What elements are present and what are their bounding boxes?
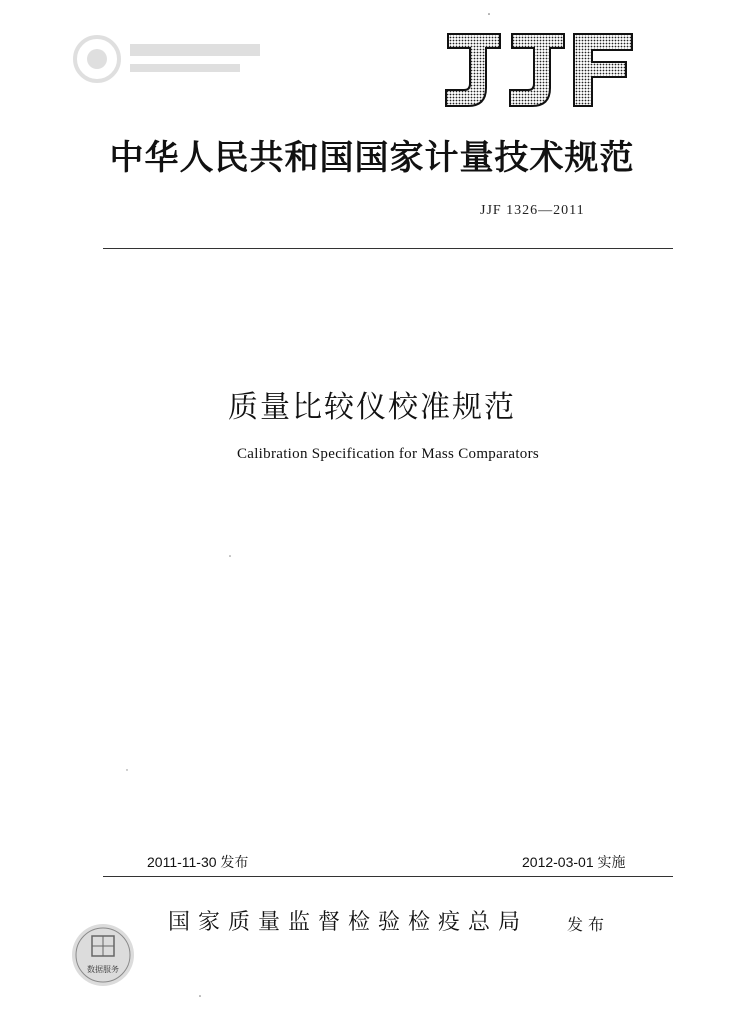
publisher-name: 国家质量监督检验检疫总局 (168, 910, 529, 935)
svg-text:数据服务: 数据服务 (87, 965, 119, 974)
data-service-stamp-icon (70, 922, 136, 988)
jjf-logo-icon (440, 30, 636, 110)
document-title-zh: 质量比较仪校准规范 (228, 390, 516, 425)
issue-date: 2011-11-30 发布 (147, 854, 249, 870)
top-divider (103, 248, 673, 249)
document-title-en: Calibration Specification for Mass Comparators (236, 446, 540, 462)
standard-number: JJF 1326—2011 (480, 203, 585, 218)
bottom-divider (103, 876, 673, 877)
publish-label: 发布 (567, 915, 610, 934)
country-standard-title: 中华人民共和国国家计量技术规范 (109, 138, 635, 178)
implementation-date: 2012-03-01 实施 (522, 854, 626, 870)
watermark-logo-icon (70, 32, 270, 87)
